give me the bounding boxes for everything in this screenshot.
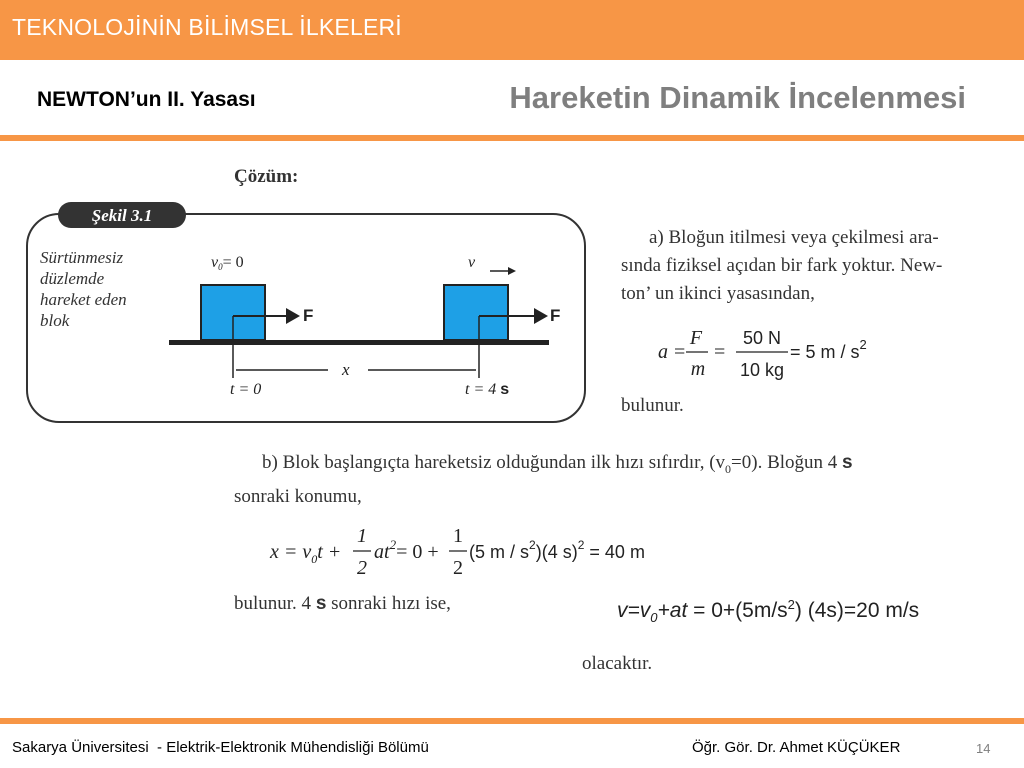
eq-a-F: F [689,327,703,349]
part-b-text [234,449,1004,511]
part-b-line-1: b) Blok başlangıçta hareketsiz olduğundan ilk hızı sıfırdır, $(v_0=0)$. Bloğun 4 s [262,452,853,476]
t0-label: t = 0 [230,381,262,398]
part-a-found: bulunur. [621,395,684,416]
eq-b-frac1-den: 2 [357,557,367,579]
slide-title: Hareketin Dinamik İncelenmesi [509,80,966,115]
caption-line-3: hareket eden [40,290,127,309]
svg-text:=: = [714,341,726,363]
banner-title: TEKNOLOJİNİN BİLİMSEL İLKELERİ [12,14,402,40]
footer-author: Öğr. Gör. Dr. Ahmet KÜÇÜKER [692,739,901,756]
v-label: v [468,254,476,271]
equation-b-position [266,520,686,586]
equation-a [652,318,892,384]
part-a-line-2: sında fiziksel açıdan bir fark yoktur. New- [621,255,943,276]
part-a-line-1: a) Bloğun itilmesi veya çekilmesi ara- [649,227,939,248]
part-b-found: bulunur. 4 s sonraki hızı ise, [234,593,451,614]
eq-b-tail: (5 m / $s^2)(4$ s)$^2$ = 40 m [469,538,645,562]
x-label: x [342,360,350,379]
eq-a-var: a [658,341,668,363]
t4-label: t = 4 s [465,381,510,398]
eq-b-frac2-den: 2 [453,557,463,579]
svg-text:=: = [674,341,686,363]
eq-b-left: $x = v_0t$ + [270,541,342,566]
v0-label: v0= 0 [211,254,244,272]
footer-institution: Sakarya Üniversitesi - Elektrik-Elektronik Mühendisliği Bölümü [12,739,429,756]
section-title: NEWTON’un II. Yasası [37,88,256,111]
eq-b-at2: $at^2= 0$ + [374,537,439,563]
title-banner [0,0,1024,60]
divider-top [0,135,1024,141]
divider-bottom [0,718,1024,724]
force-label-start: F [303,306,314,325]
figure-3-1 [24,198,590,430]
solution-heading: Çözüm: [234,166,299,187]
eq-a-result: = 5 m / $s^2$ [790,337,867,362]
part-a-line-3: ton’ un ikinci yasasından, [621,283,815,304]
eq-a-num: 50 N [742,328,782,348]
part-b-final: olacaktır. [582,653,653,674]
page-number: 14 [976,741,991,756]
v-arrow-icon [508,267,516,275]
velocity-equation: $v=v_0+at = 0+(5m/s^2)$ (4s)=20 m/s [617,597,920,626]
part-a-text [621,224,1011,308]
caption-line-4: blok [40,311,70,330]
eq-a-den: 10 kg [739,360,785,380]
force-arrow-start [286,308,300,324]
force-label-end: F [550,306,561,325]
figure-tag: Şekil 3.1 [91,206,153,225]
eq-a-m: m [690,358,706,380]
caption-line-1: Sürtünmesiz [40,248,124,267]
eq-b-frac1-num: 1 [357,525,367,547]
force-arrow-end [534,308,548,324]
eq-b-frac2-num: 1 [453,525,463,547]
caption-line-2: düzlemde [40,269,105,288]
block-end [444,285,508,340]
part-b-line-2: sonraki konumu, [234,485,362,507]
